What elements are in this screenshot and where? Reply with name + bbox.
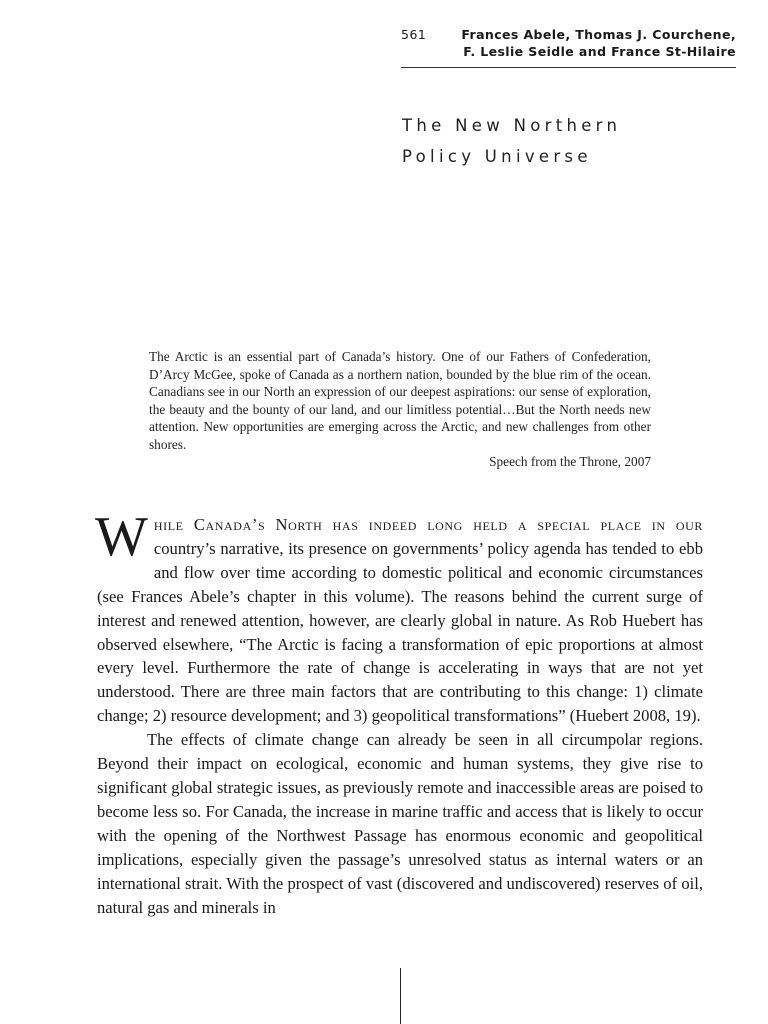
body-text (95, 506, 703, 919)
lead-in-smallcaps: hile Canada’s North has indeed long held a special place in our (153, 515, 703, 534)
authors-line-1: Frances Abele, Thomas J. Courchene, (461, 27, 736, 42)
drop-cap: W (95, 506, 148, 568)
epigraph-source: Speech from the Throne, 2007 (489, 454, 651, 469)
epigraph-text: The Arctic is an essential part of Canada’s history. One of our Fathers of Confederation, D’Arcy McGee, spoke of Canada as a northern nation, bounded by the blue rim of the ocean. Canadians see in our North an expression of our deepest aspirations: our sense of exploration, the beauty and the bounty of our land, and our limitless potential…But the North needs new attention. New opportunities are emerging across the Arctic, and new challenges from other shores. (149, 349, 651, 452)
header-rule (401, 67, 736, 68)
chapter-title (402, 110, 621, 172)
chapter-title-line-2: Policy Universe (402, 147, 592, 166)
authors (401, 26, 736, 60)
epigraph (149, 348, 651, 471)
page-number: 561 (401, 27, 427, 42)
paragraph-2: The effects of climate change can already be seen in all circumpolar regions. Beyond their impact on ecological, economic and human systems, they give rise to significant global strategic issues, as previously remote and inaccessible areas are poised to become less so. For Canada, the increase in marine traffic and access that is likely to occur with the opening of the Northwest Passage has enormous economic and geopolitical implications, especially given the passage’s unresolved status as internal waters or an international strait. With the prospect of vast (discovered and undiscovered) reserves of oil, natural gas and minerals in (97, 730, 703, 917)
gutter-line (400, 968, 401, 1024)
authors-line-2: F. Leslie Seidle and France St-Hilaire (463, 44, 736, 59)
paragraph-1 (95, 506, 703, 728)
paragraph-1-text: country’s narrative, its presence on governments’ policy agenda has tended to ebb and flow over time according to domestic political and economic circumstances (see Frances Abele’s chapter in this volume). The reasons behind the current surge of interest and renewed attention, however, are clearly global in nature. As Rob Huebert has observed elsewhere, “The Arctic is facing a transformation of epic proportions at almost every level. Furthermore the rate of change is accelerating in ways that are not yet understood. There are three main factors that are contributing to this change: 1) climate change; 2) resource development; and 3) geopolitical transformations” (Huebert 2008, 19). (97, 538, 703, 726)
chapter-title-line-1: The New Northern (402, 116, 622, 135)
running-header (401, 26, 736, 60)
